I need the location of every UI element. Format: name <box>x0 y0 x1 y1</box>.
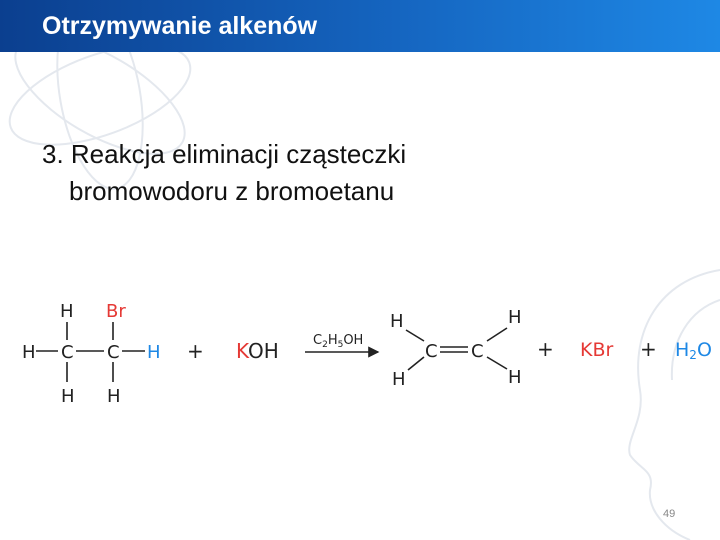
heading-line-2: bromowodoru z bromoetanu <box>69 176 395 206</box>
plus-sign: + <box>537 337 554 361</box>
slide-title: Otrzymywanie alkenów <box>42 12 318 40</box>
atom-c: C <box>471 341 484 362</box>
bromoethane-bonds <box>36 322 145 382</box>
heading-line-1: 3. Reakcja eliminacji cząsteczki <box>42 139 407 169</box>
bond <box>487 357 507 369</box>
bond <box>487 328 507 341</box>
atom-h: H <box>508 307 522 328</box>
bond <box>406 330 424 341</box>
plus-sign: + <box>187 339 204 363</box>
atom-c: C <box>61 342 74 363</box>
ethene-bonds <box>406 328 507 370</box>
atom-h: H <box>107 386 121 407</box>
atom-br: Br <box>106 301 126 322</box>
koh-formula <box>236 339 279 363</box>
bond <box>408 357 424 370</box>
bromoethane-structure <box>22 301 161 407</box>
atom-c: C <box>425 341 438 362</box>
kbr-formula: KBr <box>580 339 614 361</box>
atom-h: H <box>147 342 161 363</box>
atom-h: H <box>61 386 75 407</box>
koh-text <box>236 339 279 363</box>
atom-h: H <box>508 367 522 388</box>
ethene-structure <box>390 307 522 390</box>
water-formula: H2O <box>675 339 712 362</box>
hydroxide-symbol: OH <box>248 339 279 363</box>
reaction-condition: $C_2H_5OH$ <box>313 333 364 350</box>
atom-c: C <box>107 342 120 363</box>
atom-h: H <box>60 301 74 322</box>
plus-sign: + <box>640 337 657 361</box>
page-number: 49 <box>663 508 676 520</box>
potassium-symbol: K <box>236 339 249 363</box>
atom-h: H <box>390 311 404 332</box>
atom-h: H <box>392 369 406 390</box>
atom-h: H <box>22 342 36 363</box>
